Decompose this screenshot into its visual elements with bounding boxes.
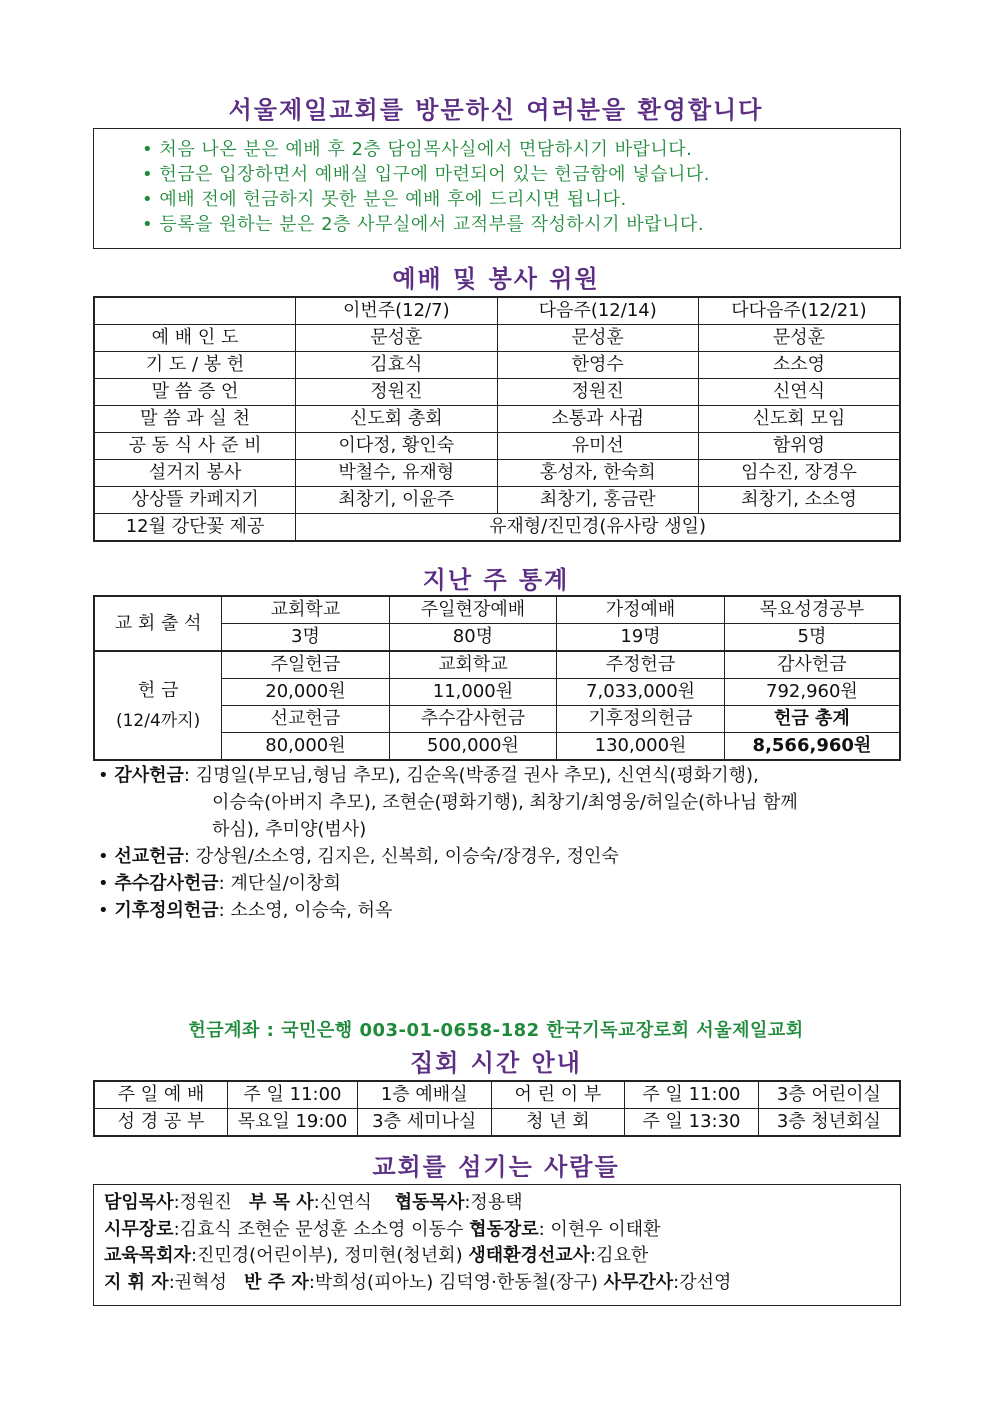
thanks-offering	[98, 762, 908, 924]
table-row	[94, 1109, 900, 1137]
table-cell: 8,566,960원	[724, 733, 900, 761]
staff-line	[104, 1217, 900, 1244]
table-cell: 박철수, 유재형	[296, 460, 497, 487]
table-header: 주일헌금	[222, 651, 389, 679]
staff-value: :권혁성	[168, 1271, 227, 1293]
table-header: 추수감사헌금	[389, 706, 557, 733]
staff-box	[93, 1184, 901, 1306]
table-cell: 주 일 11:00	[625, 1081, 759, 1109]
offering-label: 헌 금	[137, 679, 179, 701]
table-header: 이번주(12/7)	[296, 297, 497, 325]
table-cell: 어 린 이 부	[491, 1081, 625, 1109]
climate-text: : 소소영, 이승숙, 허옥	[218, 900, 393, 921]
staff-value: :박희성(피아노) 김덕영·한동철(장구)	[308, 1271, 598, 1293]
bullet: •	[98, 900, 115, 921]
table-row	[94, 297, 900, 325]
service-title: 예배 및 봉사 위원	[392, 265, 600, 293]
welcome-title: 서울제일교회를 방문하신 여러분을 환영합니다	[228, 96, 764, 124]
table-cell: 정원진	[497, 379, 698, 406]
table-row	[94, 596, 900, 624]
stats-title: 지난 주 통계	[422, 566, 570, 594]
table-header: 교회학교	[389, 651, 557, 679]
table-cell: 설거지 봉사	[94, 460, 296, 487]
staff-value: :김요한	[590, 1245, 649, 1266]
stats-table	[93, 595, 901, 761]
staff-label: 협동장로	[469, 1218, 539, 1240]
table-cell: 19명	[557, 624, 725, 652]
welcome-line: • 처음 나온 분은 예배 후 2층 담임목사실에서 면담하시기 바랍니다.	[142, 139, 693, 160]
meetings-table	[93, 1080, 901, 1137]
table-cell: 공 동 식 사 준 비	[94, 433, 296, 460]
table-cell: 신도회 모임	[698, 406, 900, 433]
table-cell: 예 배 인 도	[94, 325, 296, 352]
table-cell: 3층 세미나실	[357, 1109, 491, 1137]
offering-sub: (12/4까지)	[115, 710, 201, 731]
table-row	[94, 1081, 900, 1109]
table-row	[94, 487, 900, 514]
welcome-line: • 예배 전에 헌금하지 못한 분은 예배 후에 드리시면 됩니다.	[142, 189, 627, 210]
table-cell: 최창기, 소소영	[698, 487, 900, 514]
staff-value: :신연식	[313, 1192, 372, 1213]
staff-title: 교회를 섬기는 사람들	[372, 1153, 620, 1181]
table-cell: 문성훈	[698, 325, 900, 352]
table-cell: 문성훈	[296, 325, 497, 352]
climate-label: 기후정의헌금	[114, 900, 219, 921]
table-header: 가정예배	[557, 596, 725, 624]
table-cell: 3명	[222, 624, 389, 652]
harvest-label: 추수감사헌금	[114, 873, 219, 894]
harvest-text: : 계단실/이창희	[218, 873, 341, 894]
bullet: •	[98, 873, 115, 894]
mission-text: : 강상원/소소영, 김지은, 신복희, 이승숙/장경우, 정인숙	[183, 846, 619, 867]
table-cell: 최창기, 홍금란	[497, 487, 698, 514]
flower-value: 유재형/진민경(유사랑 생일)	[296, 514, 900, 542]
table-header: 다다음주(12/21)	[698, 297, 900, 325]
table-cell: 청 년 회	[491, 1109, 625, 1137]
table-cell: 주 일 예 배	[94, 1081, 228, 1109]
table-cell: 말 씀 증 언	[94, 379, 296, 406]
table-row	[94, 406, 900, 433]
table-cell: 신도회 총회	[296, 406, 497, 433]
table-cell: 11,000원	[389, 679, 557, 706]
table-cell: 792,960원	[724, 679, 900, 706]
staff-label: 생태환경선교사	[468, 1245, 591, 1266]
table-row	[94, 379, 900, 406]
table-header: 기후정의헌금	[557, 706, 725, 733]
table-cell: 주 일 13:30	[625, 1109, 759, 1137]
table-cell: 이다정, 황인숙	[296, 433, 497, 460]
staff-label: 지 휘 자	[104, 1271, 169, 1293]
table-header: 주정헌금	[557, 651, 725, 679]
table-row	[94, 514, 900, 542]
table-cell: 성 경 공 부	[94, 1109, 228, 1137]
table-header: 선교헌금	[222, 706, 389, 733]
thanks-line2: 이승숙(아버지 추모), 조현순(평화기행), 최창기/최영웅/허일순(하나님 함께	[212, 792, 798, 813]
table-cell: 500,000원	[389, 733, 557, 761]
table-cell: 1층 예배실	[357, 1081, 491, 1109]
table-cell: 3층 청년회실	[758, 1109, 900, 1137]
table-row	[94, 651, 900, 679]
table-cell: 유미선	[497, 433, 698, 460]
table-cell: 기 도 / 봉 헌	[94, 352, 296, 379]
table-cell: 상상뜰 카페지기	[94, 487, 296, 514]
table-header	[94, 297, 296, 325]
thanks-line1: : 김명일(부모님,형님 추모), 김순옥(박종걸 권사 추모), 신연식(평화기행),	[183, 765, 759, 786]
table-row	[94, 433, 900, 460]
staff-line	[104, 1243, 900, 1270]
staff-value: :김효식 조현순 문성훈 소소영 이동수	[173, 1218, 464, 1240]
service-table	[93, 296, 901, 542]
thanks-label: 감사헌금	[114, 765, 184, 786]
table-row	[94, 460, 900, 487]
table-cell: 함위영	[698, 433, 900, 460]
thanks-line3: 하심), 추미양(범사)	[212, 819, 367, 840]
table-header: 주일현장예배	[389, 596, 557, 624]
table-header: 교회학교	[222, 596, 389, 624]
table-cell: 정원진	[296, 379, 497, 406]
table-cell: 80,000원	[222, 733, 389, 761]
staff-label: 사무간사	[603, 1271, 674, 1293]
table-cell: 홍성자, 한숙희	[497, 460, 698, 487]
table-cell: 말 씀 과 실 천	[94, 406, 296, 433]
staff-value: :정용택	[464, 1192, 523, 1213]
table-cell: 7,033,000원	[557, 679, 725, 706]
meetings-title: 집회 시간 안내	[410, 1049, 582, 1077]
mission-label: 선교헌금	[114, 846, 184, 867]
table-row	[94, 352, 900, 379]
bullet: •	[98, 846, 115, 867]
welcome-line: • 등록을 원하는 분은 2층 사무실에서 교적부를 작성하시기 바랍니다.	[142, 214, 705, 235]
table-cell: 5명	[724, 624, 900, 652]
table-cell: 20,000원	[222, 679, 389, 706]
table-header: 헌금 총계	[724, 706, 900, 733]
flower-label: 12월 강단꽃 제공	[94, 514, 296, 542]
table-cell: 김효식	[296, 352, 497, 379]
table-cell: 주 일 11:00	[228, 1081, 358, 1109]
welcome-line: • 헌금은 입장하면서 예배실 입구에 마련되어 있는 헌금함에 넣습니다.	[142, 164, 710, 185]
staff-line	[104, 1190, 900, 1217]
table-cell: 목요일 19:00	[228, 1109, 358, 1137]
table-cell: 80명	[389, 624, 557, 652]
table-cell: 소소영	[698, 352, 900, 379]
bullet: •	[98, 765, 115, 786]
staff-label: 반 주 자	[244, 1271, 309, 1293]
staff-value: :강선영	[673, 1271, 732, 1293]
welcome-box	[93, 128, 901, 249]
table-cell: 소통과 사귐	[497, 406, 698, 433]
staff-label: 협동목사	[394, 1192, 465, 1213]
table-header: 다음주(12/14)	[497, 297, 698, 325]
attendance-label: 교 회 출 석	[94, 596, 222, 651]
staff-label: 부 목 사	[248, 1192, 314, 1213]
staff-label: 시무장로	[104, 1218, 174, 1240]
table-header: 감사헌금	[724, 651, 900, 679]
table-cell: 한영수	[497, 352, 698, 379]
table-cell: 최창기, 이윤주	[296, 487, 497, 514]
bank-account: 헌금계좌 : 국민은행 003-01-0658-182 한국기독교장로회 서울제일교회	[188, 1020, 804, 1041]
staff-value: :정원진	[173, 1192, 232, 1213]
table-cell: 임수진, 장경우	[698, 460, 900, 487]
staff-value: : 이현우 이태환	[538, 1218, 661, 1240]
staff-line	[104, 1270, 900, 1297]
table-row	[94, 325, 900, 352]
table-cell: 3층 어린이실	[758, 1081, 900, 1109]
offering-label-cell	[94, 651, 222, 760]
table-cell: 신연식	[698, 379, 900, 406]
staff-value: :진민경(어린이부), 정미현(청년회)	[190, 1245, 463, 1266]
table-cell: 130,000원	[557, 733, 725, 761]
staff-label: 담임목사	[104, 1192, 174, 1213]
table-cell: 문성훈	[497, 325, 698, 352]
table-header: 목요성경공부	[724, 596, 900, 624]
staff-label: 교육목회자	[104, 1245, 191, 1266]
